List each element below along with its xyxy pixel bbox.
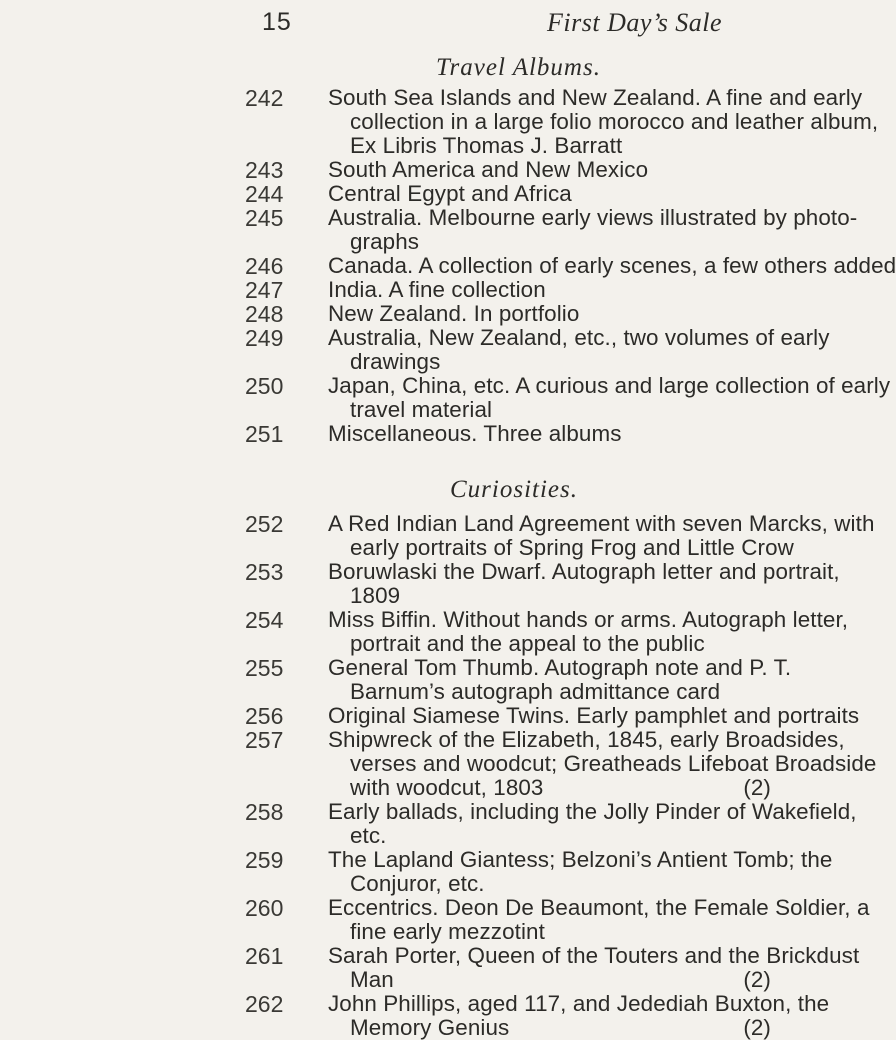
lot-description	[328, 847, 833, 896]
lot-line	[328, 968, 790, 992]
lot-line: Shipwreck of the Elizabeth, 1845, early Broadsides,	[328, 727, 845, 752]
lot-line: Miscellaneous. Three albums	[328, 421, 622, 446]
lot-line: verses and woodcut; Greatheads Lifeboat Broadside	[350, 751, 877, 776]
section-title-curiosities: Curiosities.	[450, 476, 578, 503]
running-head	[0, 8, 801, 42]
lot-number: 252	[245, 511, 284, 537]
lot-line	[328, 776, 790, 800]
lot-line: Conjuror, etc.	[350, 871, 485, 896]
lot-line: India. A fine collection	[328, 277, 546, 302]
lot-description	[328, 895, 870, 944]
sale-title: First Day’s Sale	[547, 8, 723, 37]
lot-number: 253	[245, 559, 284, 585]
lot-description	[328, 656, 790, 704]
lot-line: Canada. A collection of early scenes, a few others added	[328, 253, 896, 278]
section-title-travel-albums: Travel Albums.	[436, 54, 601, 81]
lot-number: 245	[245, 205, 284, 231]
lot-line: Barnum’s autograph admittance card	[350, 679, 721, 704]
lot-line: graphs	[350, 229, 420, 254]
lot-line: collection in a large folio morocco and leather album,	[350, 109, 879, 134]
lot-line: The Lapland Giantess; Belzoni’s Antient Tomb; the	[328, 847, 833, 872]
lot-line: Sarah Porter, Queen of the Touters and the Brickdust	[328, 943, 860, 968]
lot-line: Original Siamese Twins. Early pamphlet and portraits	[328, 703, 860, 728]
lot-line: New Zealand. In portfolio	[328, 301, 580, 326]
lot-number: 260	[245, 895, 284, 921]
lot-number: 251	[245, 421, 284, 447]
lot-number: 249	[245, 325, 284, 351]
lot-description	[328, 253, 896, 278]
lot-description	[328, 799, 857, 848]
lot-description	[328, 325, 830, 374]
lot-description	[328, 182, 790, 206]
lot-line: fine early mezzotint	[350, 919, 545, 944]
lot-number: 256	[245, 703, 284, 729]
lot-number: 247	[245, 277, 284, 303]
lot-line: General Tom Thumb. Autograph note and P. T.	[328, 655, 792, 680]
lot-line: portrait and the appeal to the public	[350, 631, 705, 656]
lot-line: South America and New Mexico	[328, 157, 649, 182]
lot-description	[328, 422, 790, 446]
lot-line-text: Memory Genius	[350, 1015, 510, 1040]
lot-line: travel material	[350, 397, 493, 422]
lot-description	[328, 278, 790, 302]
lot-line: drawings	[350, 349, 441, 374]
lot-number: 248	[245, 301, 284, 327]
lot-quantity: (2)	[743, 967, 771, 992]
lot-quantity: (2)	[743, 775, 771, 800]
lot-description	[328, 205, 858, 254]
lot-number: 244	[245, 181, 284, 207]
lot-number: 262	[245, 991, 284, 1017]
lot-line	[328, 1016, 790, 1040]
lot-description	[328, 991, 830, 1040]
lot-description	[328, 727, 877, 800]
lot-description	[328, 302, 790, 326]
lot-number: 261	[245, 943, 284, 969]
lot-quantity: (2)	[743, 1015, 771, 1040]
lot-description	[328, 158, 790, 182]
lot-number: 250	[245, 373, 284, 399]
lot-line: John Phillips, aged 117, and Jedediah Buxton, the	[328, 991, 830, 1016]
lot-number: 257	[245, 727, 284, 753]
lot-description	[328, 511, 875, 560]
lot-line: early portraits of Spring Frog and Little Crow	[350, 535, 794, 560]
lot-line: Central Egypt and Africa	[328, 181, 572, 206]
lot-description	[328, 559, 840, 608]
lot-line-text: Man	[350, 967, 394, 992]
lot-line: Boruwlaski the Dwarf. Autograph letter and portrait,	[328, 559, 840, 584]
lot-description	[328, 85, 879, 158]
lot-line: Australia. Melbourne early views illustrated by photo-	[328, 205, 858, 230]
lot-number: 259	[245, 847, 284, 873]
lot-description	[328, 373, 891, 422]
lot-number: 255	[245, 655, 284, 681]
lot-line: 1809	[350, 583, 401, 608]
lot-number: 242	[245, 85, 284, 111]
lot-number: 246	[245, 253, 284, 279]
lot-number: 258	[245, 799, 284, 825]
lot-description	[328, 607, 849, 656]
lot-description	[328, 703, 860, 728]
lot-line: Australia, New Zealand, etc., two volumes of early	[328, 325, 830, 350]
lot-number: 243	[245, 157, 284, 183]
lot-line: A Red Indian Land Agreement with seven Marcks, with	[328, 511, 875, 536]
lot-description	[328, 943, 860, 992]
page-number: 15	[262, 8, 292, 36]
lot-line: Early ballads, including the Jolly Pinder of Wakefield,	[328, 799, 857, 824]
lot-number: 254	[245, 607, 284, 633]
lot-line: Ex Libris Thomas J. Barratt	[350, 133, 623, 158]
lot-line: etc.	[350, 823, 387, 848]
lot-line: Eccentrics. Deon De Beaumont, the Female Soldier, a	[328, 895, 870, 920]
lot-line: South Sea Islands and New Zealand. A fine and early	[328, 85, 863, 110]
lot-line: Miss Biffin. Without hands or arms. Autograph letter,	[328, 607, 849, 632]
lot-line: Japan, China, etc. A curious and large collection of early	[328, 373, 891, 398]
lot-line-text: with woodcut, 1803	[350, 775, 544, 800]
